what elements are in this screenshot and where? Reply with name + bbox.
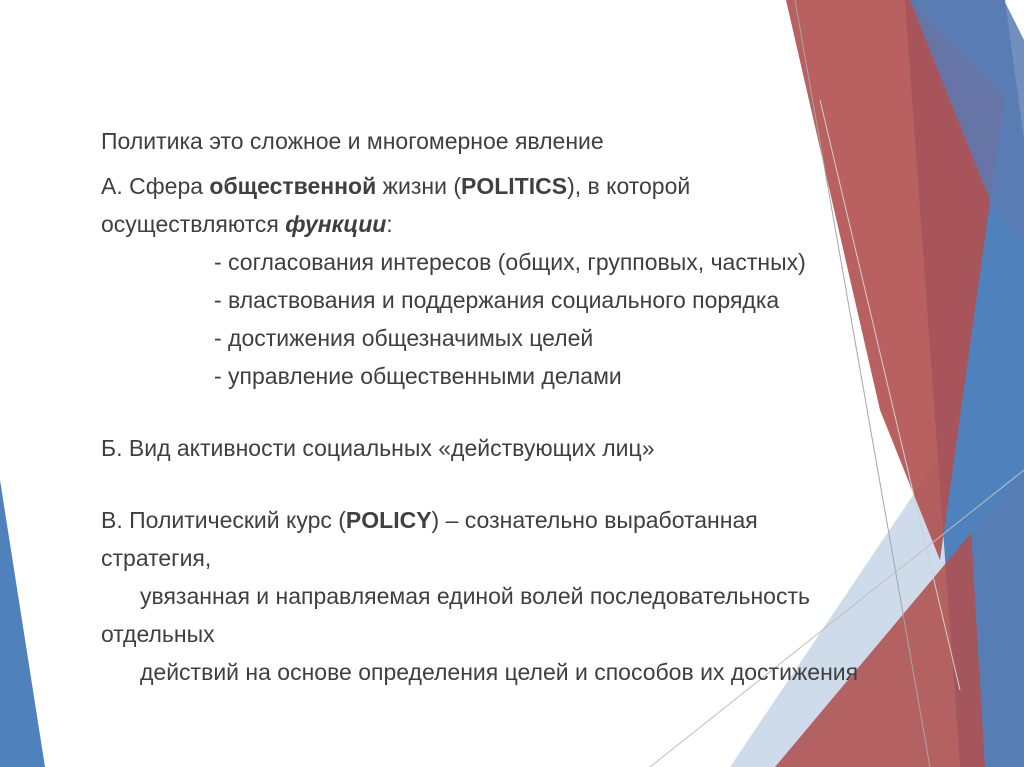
politics-term: POLITICS <box>461 173 568 199</box>
function-item: - управление общественными делами <box>214 363 622 389</box>
emphasis-public: общественной <box>209 173 377 199</box>
section-c-line-5: действий на основе определения целей и способов их достижения <box>140 659 859 685</box>
section-a-line-2: осуществляются функции: <box>101 211 393 237</box>
section-a-line-1: А. Сфера общественной жизни (POLITICS), в которой <box>101 173 691 199</box>
function-item: - властвования и поддержания социального порядка <box>214 287 780 313</box>
section-c-line-3: увязанная и направляемая единой волей последовательность <box>140 583 810 609</box>
section-c-line-1: В. Политический курс (POLICY) – сознательно выработанная <box>101 507 758 533</box>
section-c-line-4: отдельных <box>101 621 215 647</box>
function-item: - достижения общезначимых целей <box>214 325 594 351</box>
policy-term: POLICY <box>345 507 432 533</box>
section-c-line-2: стратегия, <box>101 545 212 571</box>
section-b: Б. Вид активности социальных «действующих лиц» <box>101 435 655 461</box>
emphasis-functions: функции <box>285 211 387 237</box>
slide-heading: Политика это сложное и многомерное явление <box>101 128 604 154</box>
function-item: - согласования интересов (общих, групповых, частных) <box>214 249 806 275</box>
slide-body <box>101 122 961 691</box>
left-blue-shape <box>0 480 45 767</box>
